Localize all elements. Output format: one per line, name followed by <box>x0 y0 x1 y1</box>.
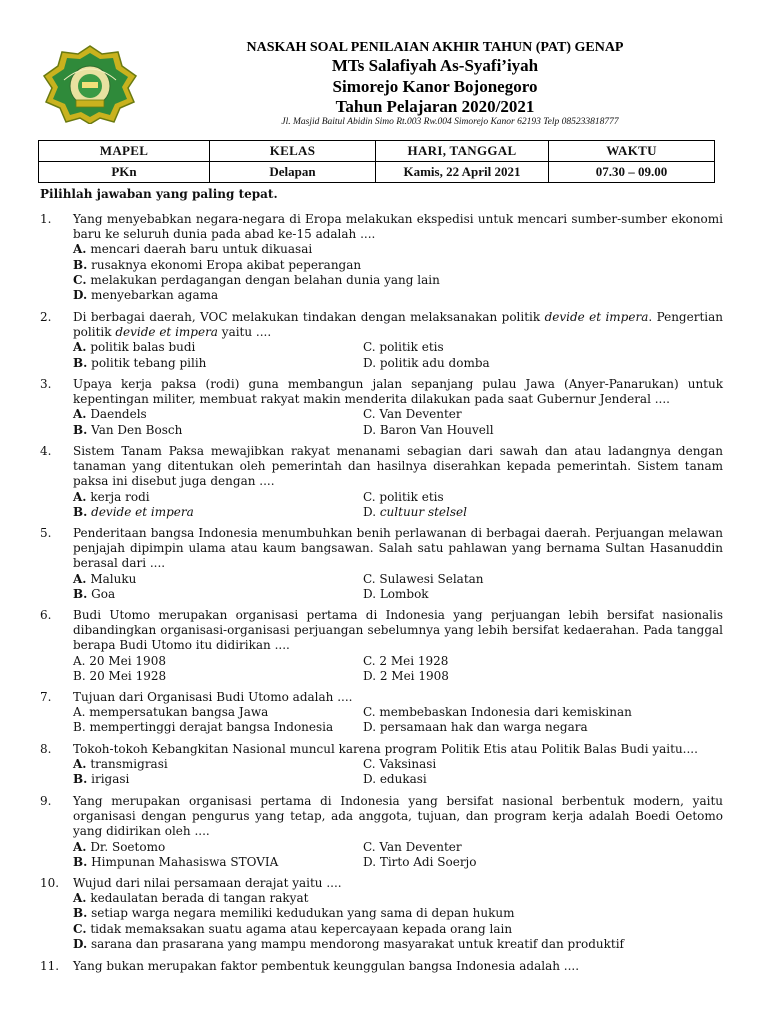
option-d: D. menyebarkan agama <box>73 288 219 303</box>
question-stem: Tokoh-tokoh Kebangkitan Nasional muncul karena program Politik Etis atau Politik Balas Budi yaitu.... <box>73 742 698 756</box>
question-stem: Budi Utomo merupakan organisasi pertama di Indonesia yang perjuangan lebih bersifat nasionalis dibandingkan organisasi-organisasi perjuangan sebelumnya yang lebih bersifat kedaerahan. Pada tanggal berapa Budi Utomo itu didirikan .... <box>73 608 723 653</box>
option-d: D. edukasi <box>363 772 427 787</box>
question-number: 11. <box>40 959 60 973</box>
option-a: A. Dr. Soetomo <box>73 839 166 854</box>
exam-info-table <box>38 140 715 183</box>
options-list <box>73 242 723 303</box>
header-kelas: KELAS <box>210 141 376 162</box>
option-d: D. 2 Mei 1908 <box>363 668 449 683</box>
option-d: D. Tirto Adi Soerjo <box>363 854 477 869</box>
header-mapel: MAPEL <box>39 141 210 162</box>
question-9 <box>40 794 723 870</box>
options-grid <box>73 490 723 520</box>
option-c: C. membebaskan Indonesia dari kemiskinan <box>363 705 632 720</box>
question-stem: Penderitaan bangsa Indonesia menumbuhkan benih perlawanan di berbagai daerah. Perjuangan melawan penjajah dipimpin ulama atau kaum bangsawan. Salah satu pahlawan yang bernama Sultan Hasanuddin berasal dari .... <box>73 526 723 571</box>
question-stem: Yang menyebabkan negara-negara di Eropa melakukan ekspedisi untuk mencari sumber-sumber ekonomi baru ke seluruh dunia pada abad ke-15 adalah .... <box>73 212 723 242</box>
option-d: D. cultuur stelsel <box>363 504 467 519</box>
question-number: 5. <box>40 526 52 540</box>
option-c: C. Sulawesi Selatan <box>363 571 484 586</box>
option-b: B. Van Den Bosch <box>73 422 183 437</box>
options-grid <box>73 572 723 602</box>
question-4 <box>40 444 723 520</box>
header-hari-tanggal: HARI, TANGGAL <box>376 141 549 162</box>
options-grid <box>73 340 723 370</box>
option-a: A. kedaulatan berada di tangan rakyat <box>73 891 309 906</box>
option-a: A. transmigrasi <box>73 757 168 772</box>
question-1 <box>40 212 723 303</box>
question-number: 1. <box>40 212 52 226</box>
option-a: A. 20 Mei 1908 <box>73 653 166 668</box>
option-c: C. politik etis <box>363 489 444 504</box>
option-c: C. Van Deventer <box>363 839 462 854</box>
question-5 <box>40 526 723 602</box>
option-b: B. Goa <box>73 586 116 601</box>
question-number: 9. <box>40 794 52 808</box>
option-b: B. devide et impera <box>73 504 194 519</box>
option-c: C. melakukan perdagangan dengan belahan dunia yang lain <box>73 272 440 287</box>
options-grid <box>73 757 723 787</box>
option-c: C. Vaksinasi <box>363 757 437 772</box>
question-stem: Yang bukan merupakan faktor pembentuk keunggulan bangsa Indonesia adalah .... <box>73 959 580 973</box>
value-waktu: 07.30 – 09.00 <box>549 162 715 183</box>
options-grid <box>73 407 723 437</box>
option-d: D. Baron Van Houvell <box>363 422 494 437</box>
academic-year: Tahun Pelajaran 2020/2021 <box>335 97 535 116</box>
question-stem: Tujuan dari Organisasi Budi Utomo adalah .... <box>73 690 353 704</box>
question-stem: Upaya kerja paksa (rodi) guna membangun jalan sepanjang pulau Jawa (Anyer-Panarukan) untuk kepentingan militer, membuat rakyat makin menderita dilakukan pada saat Gubernur Jenderal .... <box>73 377 723 407</box>
school-location: Simorejo Kanor Bojonegoro <box>332 77 538 96</box>
option-a: A. mempersatukan bangsa Jawa <box>73 705 269 720</box>
question-stem: Wujud dari nilai persamaan derajat yaitu .... <box>73 876 342 890</box>
option-a: A. Daendels <box>73 407 147 422</box>
option-d: D. politik adu domba <box>363 355 490 370</box>
question-number: 8. <box>40 742 52 756</box>
question-10 <box>40 876 723 952</box>
question-6 <box>40 608 723 684</box>
value-hari-tanggal: Kamis, 22 April 2021 <box>376 162 549 183</box>
question-8 <box>40 742 723 788</box>
question-number: 3. <box>40 377 52 391</box>
option-d: D. Lombok <box>363 586 429 601</box>
question-number: 7. <box>40 690 52 704</box>
school-logo <box>42 44 138 124</box>
info-table-header-row <box>39 141 715 162</box>
option-d: D. sarana dan prasarana yang mampu mendorong masyarakat untuk kreatif dan produktif <box>73 936 624 951</box>
question-3 <box>40 377 723 438</box>
instruction-text: Pilihlah jawaban yang paling tepat. <box>40 187 278 201</box>
question-2 <box>40 310 723 371</box>
question-stem: Yang merupakan organisasi pertama di Indonesia yang bersifat nasional berbentuk modern, yaitu organisasi dengan pengurus yang tetap, ada anggota, tujuan, dan program kerja adalah Boedi Oetomo yang didirikan oleh .... <box>73 794 723 839</box>
value-kelas: Delapan <box>210 162 376 183</box>
option-a: A. kerja rodi <box>73 489 150 504</box>
question-number: 4. <box>40 444 52 458</box>
header-waktu: WAKTU <box>549 141 715 162</box>
question-number: 6. <box>40 608 52 622</box>
option-a: A. Maluku <box>73 571 137 586</box>
option-b: B. setiap warga negara memiliki kedudukan yang sama di depan hukum <box>73 906 515 921</box>
option-c: C. politik etis <box>363 340 444 355</box>
option-c: C. 2 Mei 1928 <box>363 653 449 668</box>
option-b: B. 20 Mei 1928 <box>73 668 167 683</box>
question-number: 2. <box>40 310 52 324</box>
question-7 <box>40 690 723 736</box>
school-name: MTs Salafiyah As-Syafi’iyah <box>331 56 539 75</box>
option-c: C. tidak memaksakan suatu agama atau kepercayaan kepada orang lain <box>73 921 513 936</box>
question-11 <box>40 959 723 974</box>
option-d: D. persamaan hak dan warga negara <box>363 720 588 735</box>
question-number: 10. <box>40 876 60 890</box>
exam-title: NASKAH SOAL PENILAIAN AKHIR TAHUN (PAT) GENAP <box>246 40 624 55</box>
options-grid <box>73 840 723 870</box>
options-grid <box>73 705 723 735</box>
option-a: A. politik balas budi <box>73 340 196 355</box>
value-mapel: PKn <box>39 162 210 183</box>
school-address: Jl. Masjid Baitul Abidin Simo Rt.003 Rw.004 Simorejo Kanor 62193 Telp 085233818777 <box>281 117 619 127</box>
option-c: C. Van Deventer <box>363 407 462 422</box>
options-grid <box>73 654 723 684</box>
option-b: B. rusaknya ekonomi Eropa akibat peperangan <box>73 257 362 272</box>
option-b: B. irigasi <box>73 772 130 787</box>
question-stem: Di berbagai daerah, VOC melakukan tindakan dengan melaksanakan politik devide et impera. Pengertian politik devide et impera yaitu .... <box>73 310 723 340</box>
option-b: B. politik tebang pilih <box>73 355 207 370</box>
info-table-value-row <box>39 162 715 183</box>
option-b: B. mempertinggi derajat bangsa Indonesia <box>73 720 334 735</box>
option-b: B. Himpunan Mahasiswa STOVIA <box>73 854 279 869</box>
options-list <box>73 891 723 952</box>
option-a: A. mencari daerah baru untuk dikuasai <box>73 242 313 257</box>
question-stem: Sistem Tanam Paksa mewajibkan rakyat menanami sebagian dari sawah dan atau ladangnya dengan tanaman yang ditentukan oleh pemerintah dan hasilnya diserahkan kepada pemerintah. Sistem tanam paksa ini disebut juga dengan .... <box>73 444 723 489</box>
